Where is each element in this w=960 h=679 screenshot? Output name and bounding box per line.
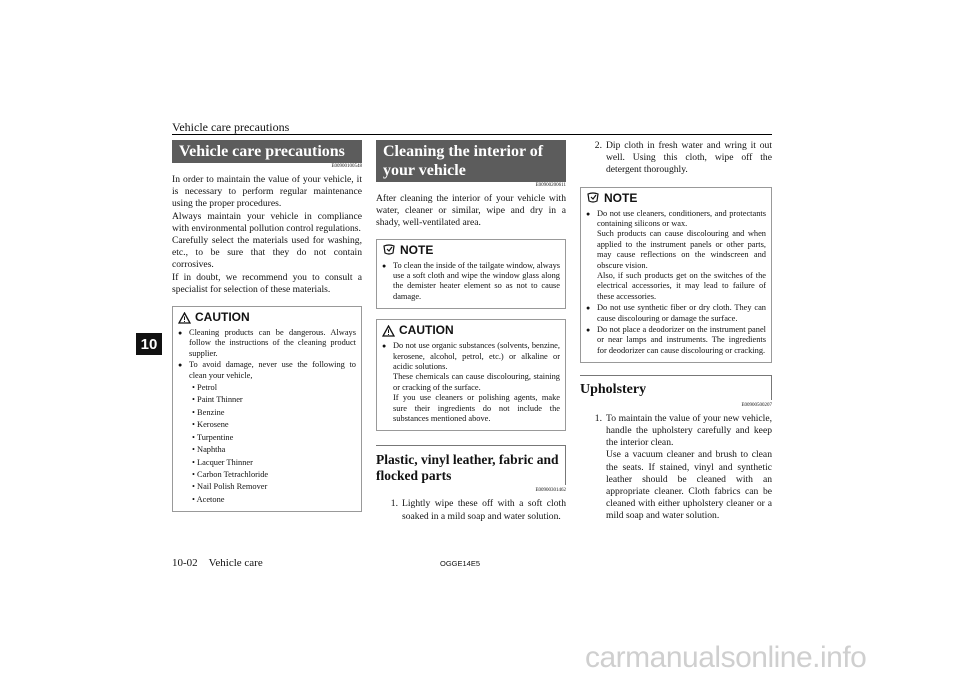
paragraph: Always maintain your vehicle in compliance with environmental pollution control regulations. [172,210,362,234]
paragraph: In order to maintain the value of your vehicle, it is necessary to perform regular maintenance using the proper procedures. [172,174,362,210]
section-code: E00900100548 [331,164,362,169]
list-item: • Carbon Tetrachloride [192,469,269,479]
note-icon [382,244,396,256]
caution-title: CAUTION [178,310,356,325]
header-rule [172,134,772,135]
bullet-item: ● Cleaning products can be dangerous. Always follow the instructions of the cleaning product supplier. [178,328,356,358]
bullet-icon: ● [382,342,387,351]
bullet-item: ● To clean the inside of the tailgate window, always use a soft cloth and wipe the window glass along the demister heater element so as not to cause damage. [382,260,561,301]
step-item: 1. To maintain the value of your new vehicle, handle the upholstery carefully and keep the interior clean. Use a vacuum cleaner and brush to clean the seats. If stained, vinyl and synthetic leather should be cleaned with an appropriate cleaner. Cloth fabrics can be cleaned with either upholstery cleaner or a mild soap and water solution. [594,412,772,522]
bullet-icon: ● [586,209,591,218]
list-item: • Acetone [192,494,225,504]
section-code: E00900200611 [535,183,566,188]
column-1 [172,140,362,512]
note-title: NOTE [382,243,560,258]
note-box [580,187,772,364]
step-item: 2. Dip cloth in fresh water and wring it out well. Using this cloth, wipe off the detergent thoroughly. [594,140,772,176]
bullet-icon: ● [178,329,183,338]
column-2 [376,140,566,523]
list-item: • Benzine [192,407,225,417]
section-banner-interior: Cleaning the interior of your vehicle [376,140,566,182]
section-code: E00900301462 [535,488,566,494]
bullet-item: ● Do not use cleaners, conditioners, and protectants containing silicons or wax. Such products can cause discolouring and when applied to the instrument panels or other parts, may cause reflections on the windscreen and obscure vision. Also, if such products get on the switches of the electrical accessories, it may lead to failure of these accessories. [586,208,766,301]
note-box [376,239,566,310]
caution-box [172,306,362,512]
list-item: • Petrol [192,383,218,393]
bullet-item: ● Do not use organic substances (solvents, benzine, kerosene, alcohol, petrol, etc.) or alkaline or acidic solutions. These chemicals can cause discolouring, staining or cracking of the surface. If you use cleaners or polishing agents, make sure their ingredients do not include the substances mentioned above. [382,341,560,424]
list-item: • Kerosene [192,420,229,430]
running-header: Vehicle care precautions [172,120,290,134]
chapter-tab: 10 [136,333,162,355]
bullet-item: ● Do not place a deodorizer on the instrument panel or near lamps and instruments. The ingredients for deodorizer can cause discolouring or cracking. [586,325,766,355]
list-item: • Nail Polish Remover [192,482,268,492]
bullet-icon: ● [586,304,591,313]
column-3 [580,140,772,523]
substance-list [178,382,356,506]
list-item: • Lacquer Thinner [192,457,253,467]
section-heading-plastic: Plastic, vinyl leather, fabric and flocked parts [376,445,566,485]
section-code: E00900500207 [741,402,772,408]
warning-icon [382,325,395,337]
bullet-icon: ● [382,261,387,270]
paragraph: After cleaning the interior of your vehicle with water, cleaner or similar, wipe and dry in a shady, well-ventilated area. [376,193,566,229]
bullet-item: ● Do not use synthetic fiber or dry cloth. They can cause discolouring or damage the surface. [586,303,766,323]
list-item: • Paint Thinner [192,395,243,405]
list-item: • Turpentine [192,432,234,442]
step-item: 1. Lightly wipe these off with a soft cloth soaked in a mild soap and water solution. [390,498,566,522]
paragraph: If in doubt, we recommend you to consult a specialist for selection of these materials. [172,271,362,295]
warning-icon [178,312,191,324]
paragraph: Carefully select the materials used for washing, etc., to be sure that they do not contain corrosives. [172,235,362,271]
bullet-icon: ● [586,326,591,335]
bullet-icon: ● [178,361,183,370]
bullet-item: ● To avoid damage, never use the following to clean your vehicle, [178,360,356,380]
note-icon [586,192,600,204]
section-banner-vehicle-care: Vehicle care precautions [172,140,362,163]
list-item: • Naphtha [192,445,226,455]
footer-code: OGGE14E5 [440,559,481,568]
footer-page: 10-02 Vehicle care [172,557,263,569]
caution-title: CAUTION [382,323,560,338]
section-heading-upholstery: Upholstery [580,375,772,400]
caution-box [376,319,566,431]
watermark: carmanualsonline.info [585,641,867,674]
note-title: NOTE [586,191,766,206]
